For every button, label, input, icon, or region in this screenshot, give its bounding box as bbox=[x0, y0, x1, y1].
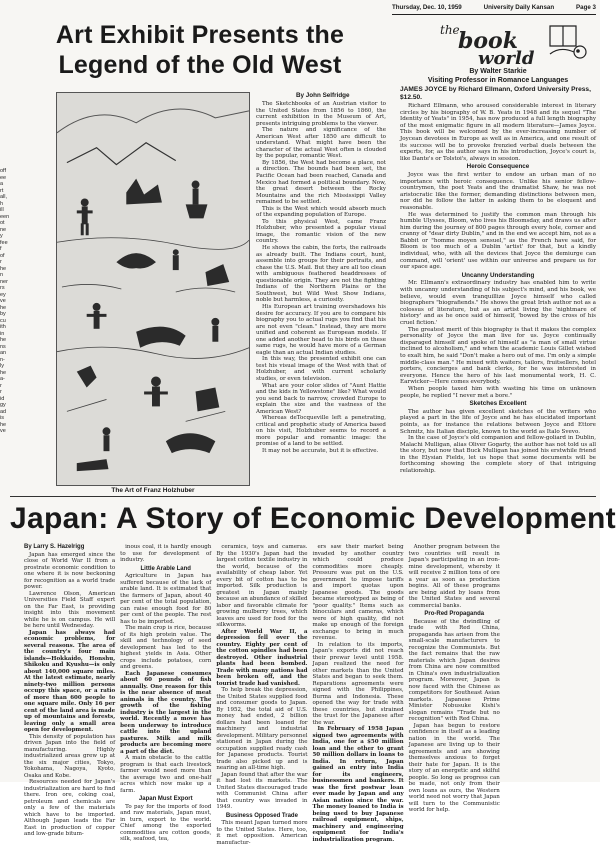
cut-off-fragment: a bbox=[0, 181, 4, 187]
art-paragraph: The Sketchbooks of an Austrian visitor to the United States from 1856 to 1860, the current exhibition in the Museum of Art, presents intriguing problems to the viewer. bbox=[256, 101, 386, 127]
cut-off-fragment: ve bbox=[0, 428, 6, 434]
cut-off-fragment: fee bbox=[0, 239, 8, 246]
japan-column-3 bbox=[216, 544, 307, 846]
cut-off-fragment: by bbox=[0, 311, 6, 317]
japan-paragraph: Resources needed for Japan's industrialization are hard to find there. Iron ore, coking coal, petroleum and chemicals are only a few of the materials which have to be imported. Although Japan leads the Far East in production of copper and low-grade bitum- bbox=[24, 779, 116, 837]
cut-off-fragment: he bbox=[0, 421, 7, 428]
japan-paragraph: This meant Japan turned more to the United States. Here, too, it met opposition. American manufactur- bbox=[216, 820, 308, 846]
japan-article-body bbox=[24, 544, 596, 846]
book-world-logo-art bbox=[400, 18, 596, 68]
cut-off-fragment: ne bbox=[0, 226, 7, 233]
bookworm-icon bbox=[550, 26, 586, 58]
japan-byline: By Larry S. Hazelrigg bbox=[24, 544, 85, 550]
japan-paragraph: Because of the dwindling of trade with Red China, propaganda has arisen from the small-scale manufacturers to recognize the Communists. But the fact remains that the raw materials which Japan desires from China are now committed in China's own industrialization program. Moreover, Japan is now faced with the Chinese as competitors for Southeast Asian markets. Japanese Prime Minister Nobusuke Kishi's slogan remains "Trade but no recognition" with Red China. bbox=[408, 618, 500, 722]
japan-paragraph: Lawrence Olson, American Universities Field Staff expert on the Far East, is providing insight into this movement while he is on campus. He will be here until Wednesday. bbox=[24, 590, 116, 629]
cut-off-fragment: of bbox=[0, 252, 5, 259]
book-paragraph: Joyce was the first writer to endow an urban man of no importance with heroic consequence. Unlike his senior fellow-countrymen, the poet Yeats and the dramatist Shaw, he was not aristocratic like the former, demanding distinctions between men, nor did he follow the latter in asking them to be eloquent and reasonable. bbox=[400, 171, 596, 211]
japan-paragraph: A main obstacle to the cattle program is that each livestock farmer would need more than the average two and one-half acres which now make up a farm. bbox=[120, 755, 212, 794]
book-paragraph: When people taxed him with wasting his time on unknown people, he replied "I never met a bore." bbox=[400, 385, 596, 399]
japan-column-4 bbox=[312, 544, 403, 846]
japan-paragraph: In relation to its imports, Japan's exports did not reach their prewar level until 1958. Japan realized the need for other markets than the United States and began to seek them. Reparations agreements were signed with the Philippines, Burma and Indonesia. These opened the way for trade with these countries, but strained the trust for the Japanese after the war. bbox=[312, 641, 404, 726]
japan-subheading: Japan Must Export bbox=[138, 796, 193, 802]
art-paragraph: It may not be accurate, but it is effective. bbox=[262, 447, 379, 454]
book-world-logo bbox=[400, 18, 596, 68]
art-headline bbox=[14, 20, 386, 80]
art-paragraph: This is the West which would absorb much of the expanding population of Europe. bbox=[256, 205, 386, 219]
book-paragraph: He was determined to justify the common man through his humble Ulysses, Bloom, who lives his Bloomsday, and draws us after him during the journey of 800 pages through every hole, corner and cranny of "dear dirty Dublin," and in the end we accept him, not as a Babbit or "homme moyen sensuel," as the French have said, for Bloom is too much of a Dublin 'artist' for that, but a kindly individual, who, with all the devices that Joyce the demiurge can command, will 'orient' use within our universe and prepare us for our space age. bbox=[400, 211, 596, 271]
masthead-paper: University Daily Kansan bbox=[483, 4, 555, 11]
japan-paragraph: inous coal, it is hardly enough to use for development of industry. bbox=[120, 544, 212, 563]
japan-paragraph: To pay for the imports of food and raw materials, Japan must, in turn, export to the world. Chief among the exported commodities are cotton goods, silk, seafood, tea, bbox=[120, 803, 212, 842]
cut-off-fragment: ith bbox=[0, 324, 6, 330]
cut-off-fragment: he bbox=[0, 304, 7, 311]
book-paragraph: Mr. Ellmann's extraordinary industry has enabled him to write with uncanny understanding of his subject's mind, and his book, we believe, would even tranquillize Joyce himself who called biographers "biografiends." He shows the great Irish author not as a colossus of literature, but as an artist living the 'nightmare of history' and as he once said of himself, 'bowed by the cross of his cruel fiction.' bbox=[400, 280, 596, 326]
cut-off-fragment: een bbox=[0, 213, 10, 220]
cut-off-fragment: cu bbox=[0, 317, 6, 324]
art-paragraph: His European art training overshadows his desire for accuracy. If you are to compare his biography you to actual rugs you find that his are not even "clean." Instead, they are more unified and coherent as European models. If one added another head to his birds on these same rugs, he would have more of a German eagle than an actual Indian studies. bbox=[256, 303, 386, 356]
japan-subheading: Little Arable Land bbox=[140, 565, 191, 572]
japan-column-6 bbox=[505, 544, 596, 846]
art-article-body bbox=[256, 101, 386, 491]
logo-word-the: the bbox=[440, 23, 460, 37]
masthead-page: Page 3 bbox=[576, 4, 596, 11]
art-paragraph: Whereas deTocqueville left a penetrating, critical and prophetic study of America based on his visit, Holzhuber seems to record a more popular and romantic image: the promise of a land to be settled. bbox=[256, 415, 386, 448]
cut-off-fragment: y bbox=[0, 233, 3, 239]
cut-off-fragment: ot bbox=[0, 220, 5, 226]
japan-column-2 bbox=[120, 544, 211, 846]
japan-paragraph: After World War II, a depression fell over the country. Eighty per cent of the cotton spindles had been destroyed. Other industrial plants had been bombed. Trade with many nations had been broken off, and the tourist trade had vanished. bbox=[216, 628, 308, 687]
japan-paragraph: Each Japanese consumes about 60 pounds of fish annually. One reason for this is the near absence of meat animals in the country. The growth of the fishing industry is the largest in the world. Recently a move has been underway to introduce cattle into the upland pastures. Milk and milk products are becoming more a part of the diet. bbox=[120, 670, 212, 755]
cut-off-fragment: h bbox=[0, 200, 4, 207]
japan-subheading: Pro-Red Propaganda bbox=[424, 611, 485, 617]
cut-off-fragment: ey bbox=[0, 291, 6, 298]
art-paragraph: What are your color slides of "Aunt Hattie and the kids in Yellowstone" like? What would you send back to narrow, crowded Europe to explain the size and the vastness of the American West? bbox=[256, 382, 386, 415]
cut-off-fragment: off bbox=[0, 168, 7, 174]
japan-paragraph: This density of population has driven Japan into the field of manufacturing. Highly industrialized areas grew up at the six major cities, Tokyo, Yokohama, Nagoya, Kyoto, Osaka and Kobe. bbox=[24, 733, 116, 779]
logo-word-book: book bbox=[458, 28, 518, 54]
cut-off-fragment: n bbox=[0, 272, 4, 278]
japan-paragraph: The main crop is rice, because of its high protein value. The skill and technology of seed development has led to the highest yields in Asia. Other crops include potatoes, corn and greens. bbox=[120, 625, 212, 670]
japan-column-5 bbox=[409, 544, 500, 846]
book-subheading: Uncanny Understanding bbox=[461, 271, 535, 279]
cut-off-fragment: in bbox=[0, 330, 5, 337]
book-review-body bbox=[400, 103, 596, 491]
book-subheading: Heroic Consequence bbox=[466, 163, 530, 171]
cut-off-fragment: ns bbox=[0, 343, 6, 350]
cut-off-fragment: an bbox=[0, 350, 7, 356]
masthead-date: Thursday, Dec. 10, 1959 bbox=[392, 4, 462, 11]
cut-off-fragment: ner bbox=[0, 278, 8, 285]
cut-off-fragment: ill bbox=[0, 207, 4, 213]
cut-off-fragment: gy bbox=[0, 402, 6, 408]
logo-word-world: world bbox=[478, 48, 535, 69]
japan-column-1 bbox=[24, 544, 115, 846]
masthead bbox=[392, 4, 596, 14]
cut-off-fragment: rt bbox=[0, 187, 4, 194]
cut-off-fragment: ad bbox=[0, 408, 7, 415]
japan-paragraph: ceramics, toys and cameras. By the 1930's Japan had the largest cotton textile industry in the world, because of the availability of cheap labor. Yet every bit of cotton has to be imported. Silk production is greatest in Japan mainly because an abundance of skilled labor and favorable climate for growing mulberry trees, which leaves are used for food for the silkworms. bbox=[216, 544, 308, 628]
art-paragraph: In this way, the presented exhibit one can test his visual image of the West with that of Holzhuber, and with current scholarly studies, or even television. bbox=[256, 356, 386, 382]
japan-headline: Japan: A Story of Economic Development bbox=[10, 502, 616, 535]
masthead-rule bbox=[392, 14, 596, 15]
japan-paragraph: In February of 1958 Japan signed two agreements with India, one for a $50 million loan and the other to grant 50 million dollars in loans to India. In return, Japan gained an entry into India for its engineers, businessmen and bankers. It was the first postwar loan ever made by Japan and any Asian nation since the war. The money loaned to India is being used to buy Japanese railroad equipment, ships, machinery and engineering equipment for India's industrialization program. bbox=[312, 726, 404, 843]
western-sketch-illustration bbox=[57, 93, 249, 485]
book-subheading: Sketches Excellent bbox=[469, 400, 527, 408]
art-paragraph: The nature and significance of the American West after 1850 are difficult to understand. What might have been the character of the actual West often is clouded by the popular, romantic West. bbox=[256, 127, 386, 160]
art-caption: The Art of Franz Holzhuber bbox=[111, 487, 195, 494]
book-review-title: JAMES JOYCE by Richard Ellmann, Oxford University Press, $12.50. bbox=[400, 86, 591, 101]
cut-off-fragment: f bbox=[0, 246, 2, 252]
cut-off-fragment: ly bbox=[0, 363, 4, 369]
cut-off-fragment: r bbox=[0, 259, 2, 265]
cut-off-fragment: is bbox=[0, 415, 4, 421]
book-byline: By Walter Starkie bbox=[469, 68, 527, 75]
cut-off-fragment: ve bbox=[0, 298, 6, 304]
art-paragraph: By 1856, the West had become a place, not a direction. The bounds had been set, the Pacific Ocean had been reached, Canada and Mexico had formed a political boundary. Now, the great desert between the Rocky Mountains and the rich Mississippi Valley remained to be settled. bbox=[256, 159, 386, 206]
cut-off-fragment: ee bbox=[0, 174, 7, 181]
art-paragraph: He shows the cabin, the forts, the railroads as already built. The Indians court, hunt, assemble into groups for their portraits, and chase the U.S. Mail. But they are all too clean with ambiguous feathered headdresses of questionable origin. They are not the fighting Indians of the Northern Plains or the Southwest, but Wild West Show Indians, noble but harmless, a curiosity. bbox=[256, 245, 386, 304]
art-headline-line-1: Art Exhibit Presents the bbox=[55, 21, 345, 49]
book-paragraph: The greatest merit of this biography is that it makes the complex personality of Joyce the man live for us. Joyce continually disparaged himself and spoke of himself as "a man of small virtue inclined to alcoholism," and when the academic Louis Gillet wished to exalt him, he said "Don't make a hero out of me. I'm only a simple middle-class man." He mixed with waiters, tailors, fruitsellers, hotel porters, concierges and bank clerks, for he was interested in everyone. Hence the hero of his last monumental work, H. C. Earwicker—Here comes everybody. bbox=[400, 326, 596, 386]
book-author-title: Visiting Professor in Romance Languages bbox=[427, 76, 569, 84]
japan-paragraph: Another program between the two countries will result in Japan's participating in an iron-mine development, whereby it will receive 2 million tons of ore a year as soon as production begins. All of these programs are being aided by loans from the United States and several commercial banks. bbox=[408, 544, 500, 609]
japan-paragraph: Japan has emerged since the close of World War II from a prostrate economic condition to one where it is now beckoning for recognition as a world trade power. bbox=[24, 551, 116, 590]
cut-off-fragment: all, bbox=[0, 194, 8, 200]
japan-paragraph: Agriculture in Japan has suffered because of the lack of arable land. It is estimated that the farmers of Japan, about 40 per cent of the total population, can raise enough food for 80 per cent of the people. The rest has to be imported. bbox=[120, 573, 212, 625]
book-review-author bbox=[400, 68, 596, 85]
book-paragraph: In the case of Joyce's old companion and fellow-goliard in Dublin, Malachi Mulligan, alias Oliver Gogarty, the author has not told us all the story, but now that Buck Mulligan has joined his erstwhile friend in the Elysian Fields, let us hope that some documents will be forthcoming showing the complete story of that intriguing relationship. bbox=[400, 435, 596, 475]
cut-off-fragment: he bbox=[0, 265, 7, 272]
japan-paragraph: Japan has always had economic problems, for several reasons. The area of the country's four main islands—Hokkaido, Honshu, Shikoku and Kyushu—is only about 140,000 square miles. At the latest estimate, nearly ninety-two million persons occupy this space, or a ratio of more than 600 people to one square mile. Only 16 per cent of the land area is made up of mountains and forests, leaving only a small area open for development. bbox=[24, 629, 116, 733]
japan-paragraph: ers saw their market being invaded by another country which could produce commodities more cheaply. Pressure was put on the U.S. government to impose tariffs and import quotas upon Japanese goods. The goods became stereotyped as being of "poor quality." Items such as binoculars and cameras, which were of high quality, did not make up enough of the foreign exchange to bring in much revenue. bbox=[312, 544, 404, 641]
cut-off-column bbox=[0, 168, 18, 498]
japan-paragraph: Japan found that after the war it had lost its markets. The United States discouraged trade with Communist China after that country was invaded in 1949. bbox=[216, 771, 308, 810]
cut-off-fragment: he bbox=[0, 369, 7, 376]
cut-off-fragment: rs bbox=[0, 285, 5, 291]
cut-off-fragment: r bbox=[0, 382, 2, 389]
japan-paragraph: Japan has begun to restore confidence in itself as a leading nation in the world. The Japanese are living up to their agreements and are showing themselves anxious to forget their hate for Japan. It is the story of an energetic and skilful people. So long as progress can be made, not only from their own loans as ours, the Western world need not worry that Japan will turn to the Communistic world for help. bbox=[408, 722, 500, 813]
cut-off-fragment: a- bbox=[0, 376, 5, 382]
art-paragraph: To this physical West, came Franz Holzhuber, who presented a popular visual image, the romantic vision of the new country. bbox=[256, 218, 386, 245]
art-headline-line-2: Legend of the Old West bbox=[58, 51, 342, 79]
book-paragraph: Richard Ellmann, who aroused considerable interest in literary circles by his biography of W. B. Yeats in 1948 and its sequel "The Identity of Yeats" in 1954, has now produced a full length biography of the most enigmatic figure in all modern literature—James Joyce. This book will be welcomed by the ever-increasing number of Joycean devotees in Europe as well as in America, and one result of its success will be to provoke frenzied verbal duels between the experts, for, as the author says in his introduction, Joyce's court is, like Dante's or Tolstoi's, always in session. bbox=[400, 103, 596, 162]
japan-subheading: Business Opposed Trade bbox=[225, 812, 298, 819]
japan-paragraph: To help break the depression, the United States supplied food and consumer goods to Japan. By 1952, the total aid of U.S. money had ended, 2 billion dollars had been loaned for machinery and industrial development. Military personnel stationed in Japan during the occupation supplied ready cash for Japanese products. Tourist trade also picked up and is nearing an all-time high. bbox=[216, 687, 308, 771]
cut-off-fragment: id bbox=[0, 395, 5, 402]
art-illustration bbox=[56, 92, 250, 486]
cut-off-fragment: n- bbox=[0, 356, 5, 363]
book-paragraph: The author has given excellent sketches of the writers who played a part in the life of Joyce and he has elucidated important points, as for instance the relations between Joyce and Ettore Schmitz, his Italian disciple, known to the world as Italo Svevo. bbox=[400, 408, 596, 435]
art-byline: By John Selfridge bbox=[296, 92, 350, 99]
cut-off-fragment: r bbox=[0, 389, 2, 395]
cut-off-fragment: he bbox=[0, 337, 7, 343]
